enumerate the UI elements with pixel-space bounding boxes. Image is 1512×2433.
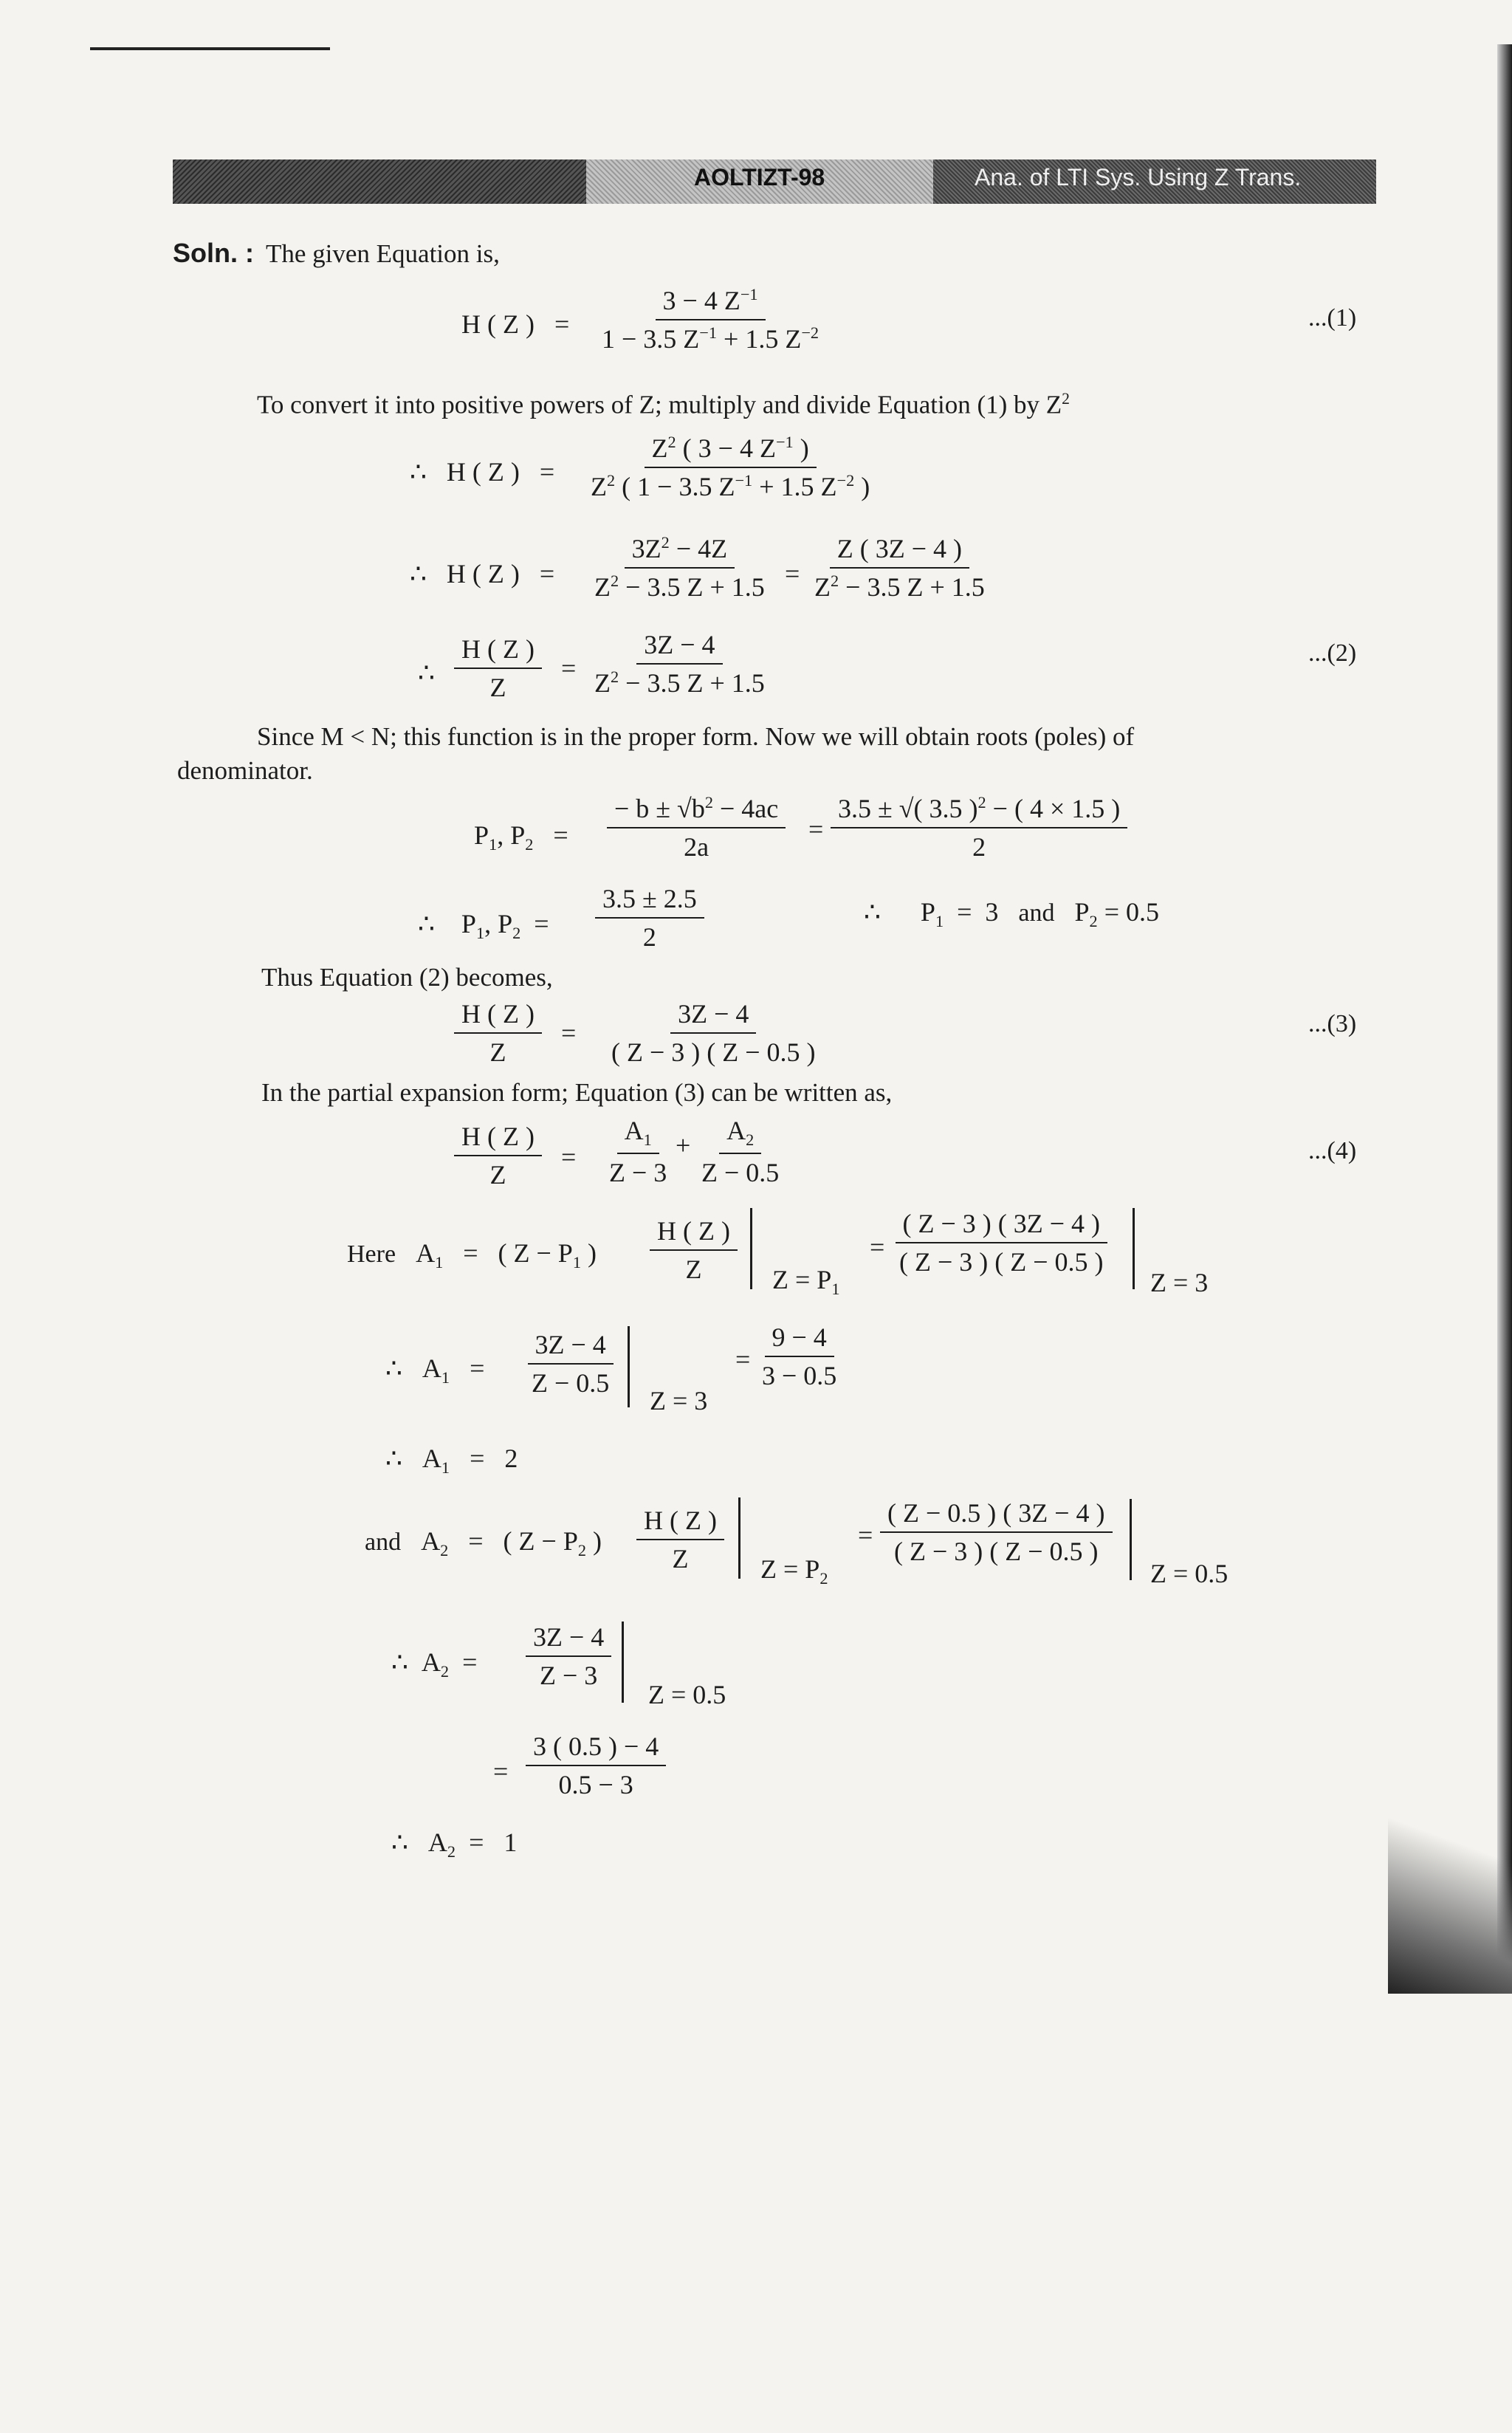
a1-step2-eval: Z = 3 <box>650 1386 708 1415</box>
eq2-therefore: ∴ <box>418 658 435 687</box>
eq-number-3: ...(3) <box>1308 1010 1357 1037</box>
quadratic-substituted: 3.5 ± √( 3.5 )$^2$ − ( 4 × 1.5 ) 2 <box>831 793 1127 862</box>
a1-eval-point: $Z = P_1$ <box>772 1265 840 1299</box>
page-edge-shadow <box>1497 44 1512 1979</box>
step2-fraction: $Z^2$ ( 3 − 4 $Z^{-1}$ ) $Z^2$ ( 1 − 3.5 $Z^{-1} + 1.5$ $Z^{-2}$ ) <box>591 433 870 501</box>
a2-expanded-fraction: ( Z − 0.5 ) ( 3Z − 4 ) ( Z − 3 ) ( Z − 0.5 ) <box>880 1497 1113 1567</box>
roots2-lhs: ∴ $P_1$, $P_2$ = <box>418 909 549 943</box>
eq3-rhs-fraction: 3Z − 4 ( Z − 3 ) ( Z − 0.5 ) <box>611 999 816 1067</box>
partial-text: In the partial expansion form; Equation (3) can be written as, <box>261 1078 893 1107</box>
eq4-a2-fraction: $A_2$ Z − 0.5 <box>701 1116 780 1188</box>
step3-lhs: ∴ H ( Z ) = <box>410 559 555 588</box>
a1-hz-fraction: H ( Z ) Z <box>650 1215 738 1285</box>
a2-eval-point: $Z = P_2$ <box>760 1554 828 1588</box>
a1-result: ∴ $A_1 = 2$ <box>385 1444 518 1478</box>
a1-step2-fraction: 3Z − 4 Z − 0.5 <box>524 1329 616 1399</box>
a1-step2-numeric: 9 − 4 3 − 0.5 <box>762 1322 837 1390</box>
a2-step3-equals: = <box>493 1757 509 1786</box>
page-corner-shadow <box>1388 1787 1512 1994</box>
eq2-lhs-fraction: H ( Z ) Z <box>454 634 542 703</box>
eval-bar-3 <box>628 1326 630 1407</box>
a1-step2-lhs: ∴ $A_1$ = <box>385 1353 485 1387</box>
top-rule <box>90 47 330 50</box>
a2-step2-eval: Z = 0.5 <box>648 1680 726 1709</box>
roots-lhs: $P_1$, $P_2$ = <box>474 820 568 854</box>
eq2-rhs-fraction: 3Z − 4 $Z^2 - 3.5$ Z + 1.5 <box>594 630 765 698</box>
eval-bar-6 <box>622 1622 624 1703</box>
a1-eval-z3: Z = 3 <box>1150 1268 1209 1297</box>
roots-result: ∴ $P_1 = 3$ and $P_2 = 0.5$ <box>864 897 1159 931</box>
header-chapter: Ana. of LTI Sys. Using Z Trans. <box>975 164 1302 191</box>
eq-number-1: ...(1) <box>1308 304 1357 332</box>
step3-equals: = <box>785 559 800 588</box>
intro-text: The given Equation is, <box>266 239 500 268</box>
header-bar-left <box>173 159 586 204</box>
eval-bar-1 <box>750 1208 752 1289</box>
soln-label: Soln. : <box>173 238 254 268</box>
a2-step2-fraction: 3Z − 4 Z − 3 <box>526 1622 611 1691</box>
step2-lhs: ∴ H ( Z ) = <box>410 457 555 487</box>
a2-result: ∴ $A_2 = 1$ <box>391 1828 518 1861</box>
soln-line <box>173 238 500 269</box>
a2-hz-fraction: H ( Z ) Z <box>636 1505 724 1574</box>
a2-lhs: and $A_2$ = ( $Z - P_2$ ) <box>365 1526 602 1560</box>
a2-eval-z05: Z = 0.5 <box>1150 1559 1228 1588</box>
step3-fraction-b: Z ( 3Z − 4 ) $Z^2 - 3.5$ Z + 1.5 <box>814 534 985 602</box>
eval-bar-5 <box>1130 1499 1132 1580</box>
eq4-plus: + <box>676 1130 691 1160</box>
a1-equals-2: = <box>870 1232 885 1262</box>
eq2-equals: = <box>561 653 577 683</box>
eq3-equals: = <box>561 1018 577 1048</box>
eq-number-4: ...(4) <box>1308 1137 1357 1164</box>
a2-step3-fraction: 3 ( 0.5 ) − 4 0.5 − 3 <box>526 1731 666 1800</box>
a2-equals-2: = <box>858 1520 873 1550</box>
header-title: AOLTIZT-98 <box>694 164 825 191</box>
roots2-fraction: 3.5 ± 2.5 2 <box>595 883 704 953</box>
eq1-fraction: 3 − 4 $Z^{-1}$ 1 − 3.5 $Z^{-1} + 1.5$ $Z^{-2}$ <box>602 285 819 354</box>
eq4-equals: = <box>561 1142 577 1172</box>
since-text-line2: denominator. <box>177 756 313 785</box>
eval-bar-2 <box>1133 1208 1135 1289</box>
eq4-lhs-fraction: H ( Z ) Z <box>454 1121 542 1190</box>
eq-number-2: ...(2) <box>1308 639 1357 667</box>
a1-expanded-fraction: ( Z − 3 ) ( 3Z − 4 ) ( Z − 3 ) ( Z − 0.5 ) <box>892 1208 1111 1277</box>
eq4-a1-fraction: $A_1$ Z − 3 <box>609 1116 667 1188</box>
since-text-line1: Since M < N; this function is in the proper form. Now we will obtain roots (poles) of <box>257 722 1135 751</box>
eval-bar-4 <box>738 1497 740 1579</box>
a2-step2-lhs: ∴ $A_2$ = <box>391 1647 478 1681</box>
eq3-lhs-fraction: H ( Z ) Z <box>454 998 542 1068</box>
a1-step2-equals: = <box>735 1345 751 1374</box>
thus-text: Thus Equation (2) becomes, <box>261 963 553 992</box>
convert-text: To convert it into positive powers of Z; multiply and divide Equation (1) by $Z^2$ <box>257 390 1070 419</box>
step3-fraction-a: $3Z^2 - 4Z$ $Z^2 - 3.5$ Z + 1.5 <box>594 533 765 602</box>
a1-lhs: Here $A_1$ = ( $Z - P_1$ ) <box>347 1238 597 1272</box>
eq1-lhs: H ( Z ) = <box>461 309 570 339</box>
quadratic-formula: − $b \pm √b^2 - 4ac$ 2a <box>607 793 786 862</box>
roots-equals: = <box>808 814 824 844</box>
